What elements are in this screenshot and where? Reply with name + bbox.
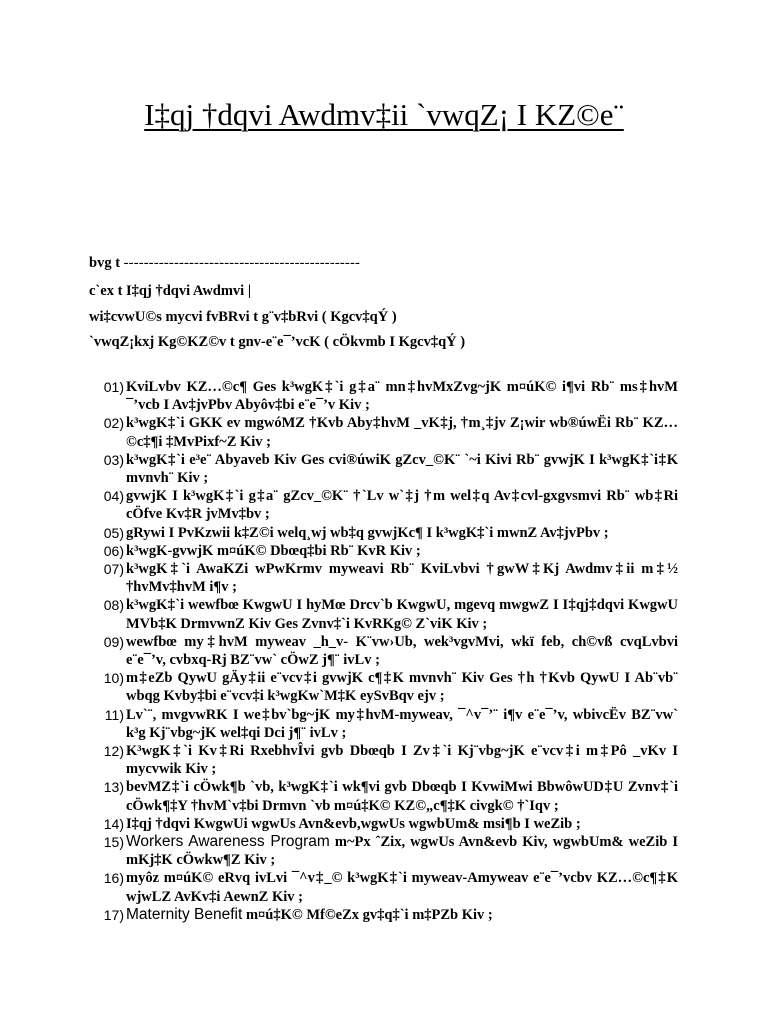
document-title: I‡qj †dqvi Awdmv‡ii `vwqZ¡ I KZ©e¨ [144,97,624,132]
list-item-text [126,633,678,669]
list-item-body: m‡eZb QywU gÄy‡ii e¨vcv‡i gvwjK c¶‡K mvnvh¨ Kiv Ges †h †Kvb QywU I Ab¨vb¨ wbqg Kvby‡bi e¨vcv‡i k³wgKw`M‡K eySvBqv ejv ; [126,670,678,705]
list-item [90,706,678,742]
list-item-text [126,906,678,924]
list-item [90,869,678,905]
list-item-number: 02) [103,415,124,432]
list-item-body: k³wgK‡`i GKK ev mgwóMZ †Kvb Aby‡hvM _vK‡j, †m¸‡jv Z¡wir wb®úwËi Rb¨ KZ…©c‡¶i ‡MvPixf~Z Kiv ; [126,415,678,450]
list-item-body: gRywi I PvKzwii k‡Z©i welq¸wj wb‡q gvwjKc¶ I k³wgK‡`i mwnZ Av‡jvPbv ; [126,524,609,541]
list-item-text [126,487,678,523]
list-item [90,560,678,596]
list-item-number: 11) [104,706,124,723]
list-item-text [126,833,678,869]
duty-list [90,378,678,924]
list-item-body: m~Px ˆZix, wgwUs Avn&evb Kiv, wgwbUm& weZib I mKj‡K cÖwkw¶Z Kiv ; [126,834,678,869]
list-item-number: 06) [103,542,124,559]
list-item-text [126,778,678,814]
list-item-text [126,542,678,560]
list-item-text [126,669,678,705]
list-item [90,669,678,705]
list-item-number: 16) [103,870,124,887]
list-item [90,742,678,778]
list-item [90,378,678,414]
list-item-number: 07) [103,561,124,578]
list-item-body: k³wgK‡`i AwaKZi wPwKrmv myweavi Rb¨ KviLvbvi †gwW‡Kj Awdmv‡ii m‡½ †hvMv‡hvM i¶v ; [126,561,678,596]
list-item [90,906,678,924]
list-item-body: bevMZ‡`i cÖwk¶b `vb, k³wgK‡`i wk¶vi gvb Dbœqb I KvwiMwi BbwôwUD‡U Zvnv‡`i cÖwk¶‡Y †hvM`v‡bi Drmvn `vb m¤ú‡K© KZ©„c¶‡K civgk© †`Iqv ; [126,779,678,814]
name-label: bvg t [89,255,121,271]
list-item-text [126,451,678,487]
list-item [90,542,678,560]
list-item-number: 15) [103,834,124,851]
list-item-number: 13) [103,779,124,796]
list-item-english-term: Maternity Benefit [126,905,243,923]
list-item [90,833,678,869]
list-item-number: 08) [103,597,124,614]
list-item-text [126,414,678,450]
list-item-body: m¤ú‡K© Mf©eZx gv‡q‡`i m‡PZb Kiv ; [242,906,493,923]
designation-line: c`ex t I‡qj †dqvi Awdmvi | [89,283,252,299]
reporting-line: wi‡cvwU©s mycvi fvBRvi t g¨v‡bRvi ( Kgcv‡qÝ ) [89,309,397,325]
list-item-body: k³wgK‡`i wewfbœ KwgwU I hyMœ Drcv`b KwgwU, mgevq mwgwZ I I‡qj‡dqvi KwgwU MVb‡K DrmvwnZ Kiv Ges Zvnv‡`i KvRKg© Z`viK Kiv ; [126,597,678,632]
name-line [89,255,689,272]
name-blank: ----------------------------------------------- [123,255,361,271]
list-item-number: 04) [103,488,124,505]
list-item-text [126,560,678,596]
list-item-body: k³wgK-gvwjK m¤úK© Dbœq‡bi Rb¨ KvR Kiv ; [126,542,421,559]
list-item-number: 01) [103,379,124,395]
list-item-number: 17) [103,906,124,923]
list-item [90,414,678,450]
list-item-body: k³wgK‡`i e³e¨ Abyaveb Kiv Ges cvi®úwiK gZcv_©K¨ `~i Kivi Rb¨ gvwjK I k³wgK‡`i‡K mvnvh¨ Kiv ; [126,451,678,487]
list-item-body: Lv`¨, mvgvwRK I we‡bv`bg~jK my‡hvM-myweav, ¯^v¯’¨ i¶v e¨e¯’v, wbivcËv BZ¨vw` k³g Kj¨vbg~jK wel‡qi Dci j¶¨ ivLv ; [126,706,678,741]
list-item-text [126,378,678,414]
list-item-number: 10) [103,670,124,687]
list-item-body: wewfbœ my‡hvM myweav _h_v- K¨vw›Ub, wek³vgvMvi, wkï feb, ch©vß cvqLvbvi e¨e¯’v, cvbxq-Rj BZ¨vw` cÖwZ j¶¨ ivLv ; [126,633,678,669]
list-item [90,815,678,833]
list-item [90,778,678,814]
list-item-body: I‡qj †dqvi KwgwUi wgwUs Avn&evb,wgwUs wgwbUm& msi¶b I weZib ; [126,815,581,832]
list-item-english-term: Workers Awareness Program [126,833,330,851]
list-item-number: 09) [103,633,124,650]
list-item-number: 12) [103,743,124,760]
list-item-number: 03) [103,451,124,468]
list-item-body: KviLvbv KZ…©c¶ Ges k³wgK‡`i g‡a¨ mn‡hvMxZvg~jK m¤úK© i¶vi Rb¨ ms‡hvM ¯’vcb I Av‡jvPbv Abyôv‡bi e¨e¯’v Kiv ; [126,379,678,414]
list-item-body: myôz m¤úK© eRvq ivLvi ¯^v‡_© k³wgK‡`i myweav-Amyweav e¨e¯’vcbv KZ…©c¶‡K wjwLZ AvKv‡i AewnZ Kiv ; [126,870,678,905]
list-item [90,596,678,632]
responsible-officer-line: `vwqZ¡kxj Kg©KZ©v t gnv-e¨e¯’vcK ( cÖkvmb I Kgcv‡qÝ ) [89,334,466,350]
list-item-number: 05) [103,524,124,541]
list-item-body: gvwjK I k³wgK‡`i g‡a¨ gZcv_©K¨ †`Lv w`‡j †m wel‡q Av‡cvl-gxgvsmvi Rb¨ wb‡Ri cÖfve Kv‡R jvMv‡bv ; [126,488,678,523]
list-item-text [126,815,678,833]
list-item-text [126,742,678,778]
list-item [90,633,678,669]
list-item-number: 14) [103,815,124,832]
list-item-text [126,869,678,905]
list-item-text [126,524,678,542]
list-item-text [126,706,678,742]
list-item [90,487,678,523]
list-item [90,451,678,487]
list-item [90,524,678,542]
list-item-body: K³wgK‡`i Kv‡Ri RxebhvÎvi gvb Dbœqb I Zv‡`i Kj¨vbg~jK e¨vcv‡i m‡Pô _vKv I mycvwik Kiv ; [126,743,678,778]
list-item-text [126,596,678,632]
